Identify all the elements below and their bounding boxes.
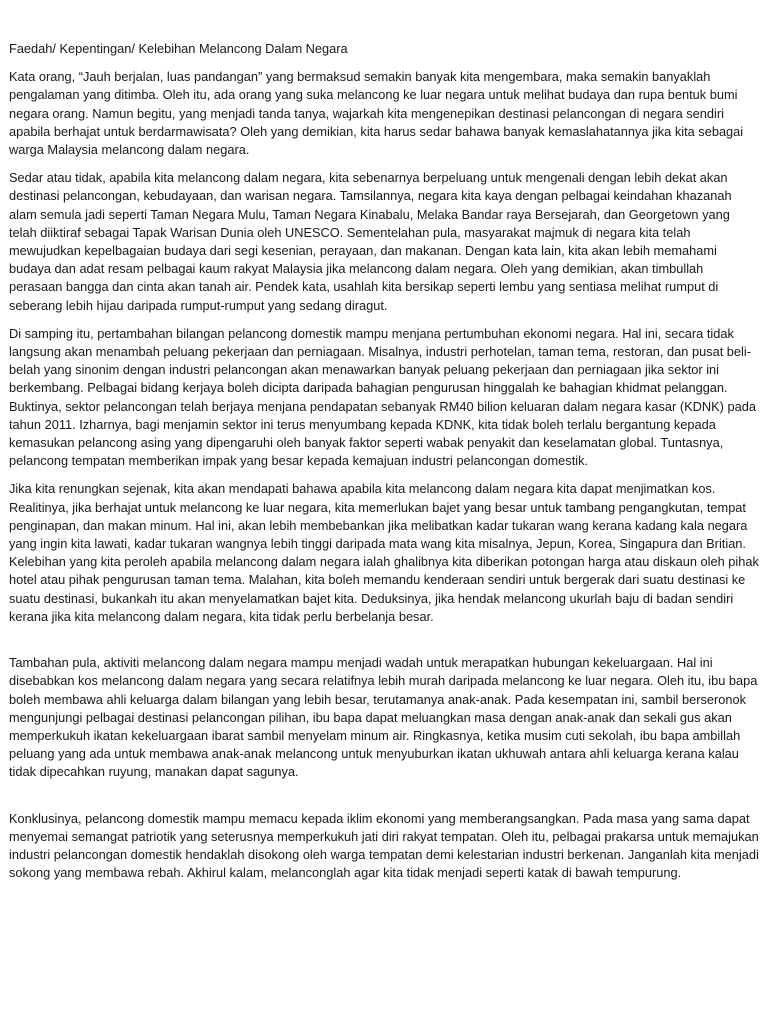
paragraph-heritage: Sedar atau tidak, apabila kita melancong dalam negara, kita sebenarnya berpeluang untuk mengenali dengan lebih dekat akan destinasi pelancongan, kebudayaan, dan warisan negara. Tamsilannya, negara kita kaya dengan pelbagai keindahan khazanah alam semula jadi seperti Taman Negara Mulu, Taman Negara Kinabalu, Melaka Bandar raya Bersejarah, dan Georgetown yang telah diiktiraf sebagai Tapak Warisan Dunia oleh UNESCO. Sementelahan pula, masyarakat majmuk di negara kita telah mewujudkan kepelbagaian budaya dari segi kesenian, perayaan, dan makanan. Dengan kata lain, kita akan lebih memahami budaya dan adat resam pelbagai kaum rakyat Malaysia jika melancong dalam negara. Oleh yang demikian, akan timbullah perasaan bangga dan cinta akan tanah air. Pendek kata, usahlah kita bersikap seperti lembu yang sentiasa melihat rumput di seberang lebih hijau daripada rumput-rumput yang sedang diragut. — [9, 170, 732, 313]
paragraph-economy: Di samping itu, pertambahan bilangan pelancong domestik mampu menjana pertumbuhan ekonomi negara. Hal ini, secara tidak langsung akan menambah peluang pekerjaan dan perniagaan. Misalnya, industri perhotelan, taman tema, restoran, dan pusat beli-belah yang sinonim dengan industri pelancongan akan menawarkan banyak peluang pekerjaan dan perniagaan jika sektor ini berkembang. Pelbagai bidang kerjaya boleh dicipta daripada bahagian pengurusan hinggalah ke bahagian khidmat pelanggan. Buktinya, sektor pelancongan telah berjaya menjana pendapatan sebanyak RM40 bilion keluaran dalam negara kasar (KDNK) pada tahun 2011. Izharnya, bagi menjamin sektor ini terus menyumbang kepada KDNK, kita tidak boleh terlalu bergantung kepada kemasukan pelancong asing yang dipengaruhi oleh banyak faktor seperti wabak penyakit dan keselamatan global. Tuntasnya, pelancong tempatan memberikan impak yang besar kepada kemajuan industri pelancongan domestik. — [9, 325, 756, 469]
paragraph-cost: Jika kita renungkan sejenak, kita akan mendapati bahawa apabila kita melancong dalam negara kita dapat menjimatkan kos. Realitinya, jika berhajat untuk melancong ke luar negara, kita memerlukan bajet yang besar untuk tambang pengangkutan, tempat penginapan, dan makan minum. Hal ini, akan lebih membebankan jika melibatkan kadar tukaran wang kerana kadang kala negara yang ingin kita lawati, kadar tukaran wangnya lebih tinggi daripada mata wang kita misalnya, Jepun, Korea, Singapura dan Britian. Kelebihan yang kita peroleh apabila melancong dalam negara ialah ghalibnya kita diberikan potongan harga atau diskaun oleh pihak hotel atau pihak pengurusan taman tema. Malahan, kita boleh memandu kenderaan sendiri untuk bergerak dari suatu destinasi ke suatu destinasi, bukankah itu akan menyelamatkan bajet kita. Deduksinya, jika hendak melancong ukurlah baju di badan sendiri kerana jika kita melancong dalam negara, kita tidak perlu berbelanja besar. — [9, 481, 759, 624]
document-title: Faedah/ Kepentingan/ Kelebihan Melancong Dalam Negara — [9, 41, 348, 56]
paragraph-intro: Kata orang, “Jauh berjalan, luas pandangan” yang bermaksud semakin banyak kita mengembara, maka semakin banyaklah pengalaman yang ditimba. Oleh itu, ada orang yang suka melancong ke luar negara untuk melihat budaya dan rupa bentuk bumi negara orang. Namun begitu, yang menjadi tanda tanya, wajarkah kita mengenepikan destinasi pelancongan di negara sendiri apabila berhajat untuk berdarmawisata? Oleh yang demikian, kita harus sedar bahawa banyak kemaslahatannya jika kita sebagai warga Malaysia melancong dalam negara. — [9, 69, 744, 158]
paragraph-conclusion: Konklusinya, pelancong domestik mampu memacu kepada iklim ekonomi yang memberangsangkan. Pada masa yang sama dapat menyemai semangat patriotik yang seterusnya memperkukuh jati diri rakyat tempatan. Oleh itu, pelbagai prakarsa untuk memajukan industri pelancongan domestik hendaklah disokong oleh warga tempatan demi kelestarian industri berkenan. Janganlah kita menjadi sokong yang membawa rebah. Akhirul kalam, melanconglah agar kita tidak menjadi seperti katak di bawah tempurung. — [9, 810, 759, 881]
paragraph-family: Tambahan pula, aktiviti melancong dalam negara mampu menjadi wadah untuk merapatkan hubungan kekeluargaan. Hal ini disebabkan kos melancong dalam negara yang secara relatifnya lebih murah daripada melancong ke luar negara. Oleh itu, ibu bapa boleh membawa ahli keluarga dalam bilangan yang lebih besar, terutamanya anak-anak. Pada kesempatan ini, sambil berseronok mengunjungi pelbagai destinasi pelancongan pilihan, ibu bapa dapat meluangkan masa dengan anak-anak dan sekali gus akan memperkukuh ikatan kekeluargaan ibarat sambil menyelam minum air. Ringkasnya, ketika musim cuti sekolah, ibu bapa ambillah peluang yang ada untuk membawa anak-anak melancong untuk menyuburkan ikatan ukhuwah antara ahli keluarga kerana kalau tidak dipecahkan ruyung, manakan dapat sagunya. — [9, 655, 758, 780]
